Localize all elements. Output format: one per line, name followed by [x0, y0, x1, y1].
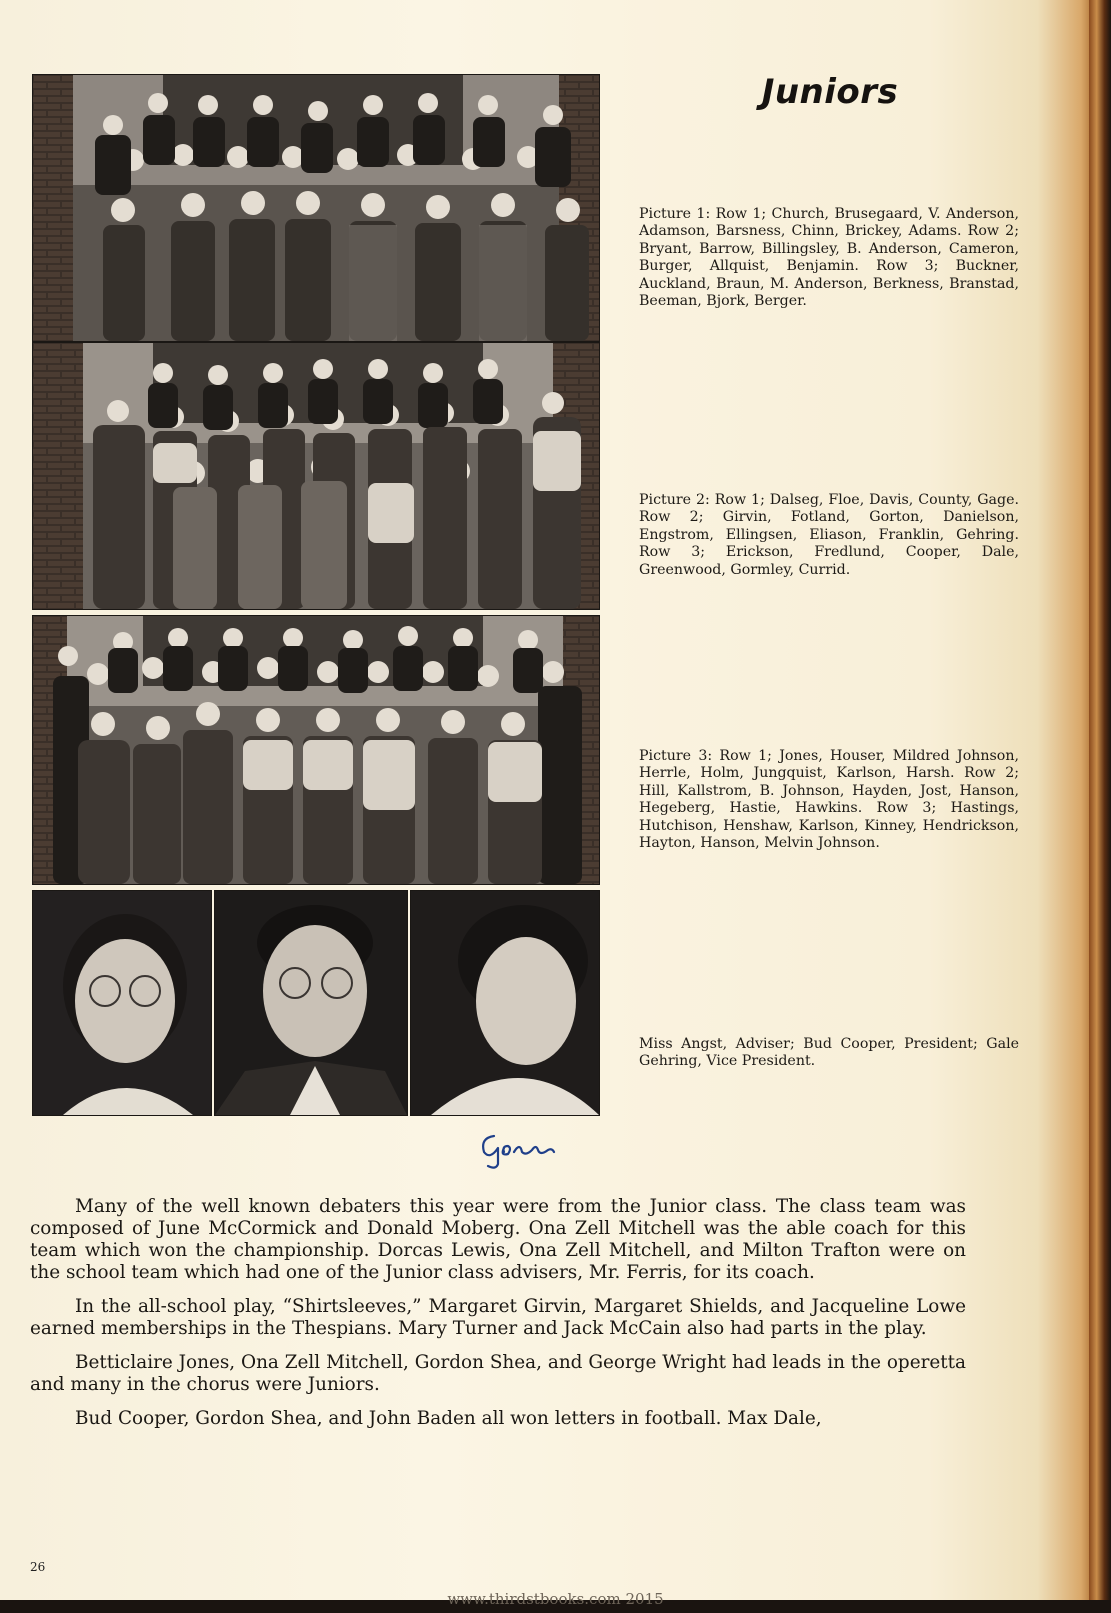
caption-picture-2: Picture 2: Row 1; Dalseg, Floe, Davis, County, Gage. Row 2; Girvin, Fotland, Gorton, Danielson, Engstrom, Ellingsen, Eliason, Franklin, Gehring. Row 3; Erickson, Fredlund, Cooper, Dale, Greenwood, Gormley, Currid. [639, 492, 1019, 578]
group-photo-1 [32, 74, 600, 342]
page-title: Juniors [761, 72, 899, 112]
portrait-adviser [32, 890, 212, 1116]
watermark: www.thirdstbooks.com 2015 [447, 1590, 664, 1608]
book-spine [1089, 0, 1111, 1613]
portrait-president [214, 890, 408, 1116]
group-photo-3 [32, 615, 600, 885]
caption-officers: Miss Angst, Adviser; Bud Cooper, President; Gale Gehring, Vice President. [639, 1036, 1019, 1070]
portrait-vice-president [410, 890, 600, 1116]
article-body [30, 1196, 966, 1442]
caption-picture-3: Picture 3: Row 1; Jones, Houser, Mildred Johnson, Herrle, Holm, Jungquist, Karlson, Harsh. Row 2; Hill, Kallstrom, B. Johnson, Hayden, Jost, Hanson, Hegeberg, Hastie, Hawkins. Row 3; Hastings, Hutchison, Henshaw, Karlson, Kinney, Hendrickson, Hayton, Hanson, Melvin Johnson. [639, 748, 1019, 852]
paragraph-operetta: Betticlaire Jones, Ona Zell Mitchell, Gordon Shea, and George Wright had leads in the operetta and many in the chorus were Juniors. [30, 1352, 966, 1395]
handwritten-signature [476, 1122, 576, 1172]
page-number: 26 [30, 1560, 46, 1574]
paragraph-play: In the all-school play, “Shirtsleeves,” Margaret Girvin, Margaret Shields, and Jacqueline Lowe earned memberships in the Thespians. Mary Turner and Jack McCain also had parts in the play. [30, 1296, 966, 1339]
paragraph-debate: Many of the well known debaters this year were from the Junior class. The class team was composed of June McCormick and Donald Moberg. Ona Zell Mitchell was the able coach for this team which won the championship. Dorcas Lewis, Ona Zell Mitchell, and Milton Trafton were on the school team which had one of the Junior class advisers, Mr. Ferris, for its coach. [30, 1196, 966, 1283]
group-photo-2 [32, 342, 600, 610]
paragraph-football: Bud Cooper, Gordon Shea, and John Baden all won letters in football. Max Dale, [75, 1408, 822, 1429]
caption-picture-1: Picture 1: Row 1; Church, Brusegaard, V. Anderson, Adamson, Barsness, Chinn, Brickey, Adams. Row 2; Bryant, Barrow, Billingsley, B. Anderson, Cameron, Burger, Allquist, Benjamin. Row 3; Buckner, Auckland, Braun, M. Anderson, Berkness, Branstad, Beeman, Bjork, Berger. [639, 206, 1019, 310]
